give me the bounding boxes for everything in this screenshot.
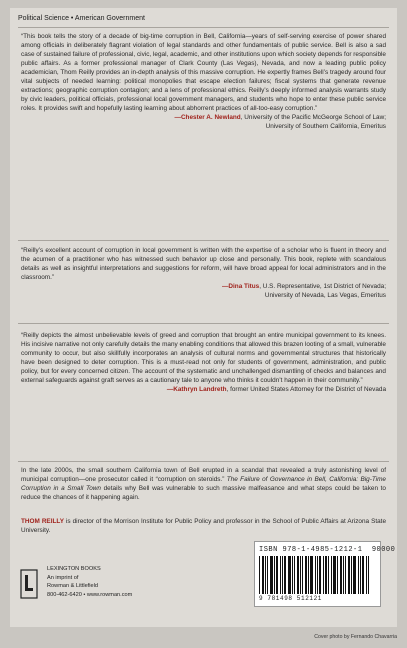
endorsement-titus: [21, 246, 386, 300]
barcode-bar: [340, 556, 342, 594]
endorser-name: —Dina Titus: [222, 283, 260, 290]
barcode-bar: [297, 556, 299, 594]
barcode-bar: [331, 556, 332, 594]
barcode-bar: [317, 556, 318, 594]
divider: [18, 27, 389, 28]
barcode-bar: [270, 556, 273, 594]
barcode-bar: [302, 556, 303, 594]
publisher-contact: 800-462-6420 • www.rowman.com: [47, 591, 133, 598]
barcode-bar: [337, 556, 338, 594]
photo-credit: Cover photo by Fernando Chavarria: [314, 634, 397, 640]
endorsement-text: “Reilly depicts the almost unbelievable levels of greed and corruption that brought an entire municipal government to its knees. His incisive narrative not only carefully details the many enabling conditions that allowed this brazen looting of a small, vulnerable community to occur, but also skillfully incorporates an analysis of cultural norms and governmental structures that historically have been designed to deter corruption. This is a must-read not only for students of government, administration, and public policy, but for every concerned citizen. The account of the systematic and unchallenged dismantling of checks and balances and external safeguards against graft serves as a cautionary tale to anyone who thinks it couldn’t happen in their community.”: [21, 332, 386, 384]
endorsement-attribution: [21, 282, 386, 300]
barcode-bar: [310, 556, 313, 594]
barcode-bar: [280, 556, 281, 594]
divider: [18, 323, 389, 324]
barcode-bar: [360, 556, 361, 594]
book-description: In the late 2000s, the small southern California town of Bell erupted in a scandal that revealed a truly astonishing level of municipal corruption—one prosecutor called it “corruption on steroids.” The Failure of Governance in Bell, California: Big-Time Corruption in a Small Town details why Bell was vulnerable to such massive malfeasance and what steps could be taken to reduce the chances of it happening again.: [21, 467, 386, 501]
isbn-text: ISBN 978-1-4985-1212-1 90000: [259, 546, 396, 554]
barcode-bar: [274, 556, 275, 594]
endorsement-text: “This book tells the story of a decade of big-time corruption in Bell, California—years of self-serving exercise of power shared among officials in deliberately flagrant violation of legal standards and other fundamentals of public service. Bell is also a sad case of sustained failure of professional, civic, legal, academic, and other institutions upon which society depends for responsible public affairs. As a former professional manager of Clark County (Las Vegas), Nevada, and now a leading public policy academician, Thom Reilly provides an in-depth analysis of this massive corruption. He expertly frames Bell’s tragedy around four vital subjects of needed learning: political monopolies that escape election failures; fiscal systems that generate revenue extractions; geographic corruption contagion; and a lens of professional ethics. Reilly’s deeply informed analysis warrants study by civic leaders, political officials, professional local government managers, and students who hope to enter these public service roles. It provides swift and hopefully lasting learning about abhorrent practices of all-too-easy corruption.”: [21, 33, 386, 112]
barcode-bars: [259, 556, 375, 594]
barcode-bar: [323, 556, 324, 594]
barcode-bar: [284, 556, 286, 594]
isbn-barcode: [254, 541, 396, 607]
barcode-bar: [362, 556, 364, 594]
author-bio: THOM REILLY is director of the Morrison Institute for Public Policy and professor in the School of Public Affairs at Arizona State University.: [21, 518, 386, 534]
endorser-affiliation: , University of the Pacific McGeorge School of Law;: [240, 114, 386, 121]
barcode-bar: [343, 556, 344, 594]
barcode-bar: [319, 556, 321, 594]
endorsement-attribution: [21, 113, 386, 131]
barcode-bar: [345, 556, 346, 594]
barcode-bar: [276, 556, 278, 594]
endorser-affiliation: , U.S. Representative, 1st District of Nevada;: [259, 283, 386, 290]
divider: [18, 240, 389, 241]
barcode-bar: [265, 556, 266, 594]
barcode-bar: [348, 556, 350, 594]
barcode-bar: [328, 556, 329, 594]
divider: [18, 461, 389, 462]
barcode-bar: [308, 556, 309, 594]
category-label: Political Science • American Government: [18, 15, 145, 22]
barcode-bar: [366, 556, 367, 594]
barcode-bar: [262, 556, 264, 594]
endorser-affiliation-2: University of Nevada, Las Vegas, Emeritus: [264, 292, 386, 299]
barcode-bar: [288, 556, 291, 594]
barcode-bar: [259, 556, 260, 594]
barcode-bar: [294, 556, 295, 594]
publisher-logo-icon: [20, 569, 38, 599]
barcode-bar: [353, 556, 356, 594]
barcode-bar: [300, 556, 301, 594]
author-name: THOM REILLY: [21, 518, 64, 525]
endorsement-newland: [21, 32, 386, 131]
barcode-digits: 9 781498 512121: [259, 595, 323, 602]
barcode-bar: [292, 556, 293, 594]
endorsement-attribution: [21, 385, 386, 394]
publisher-info: LEXINGTON BOOKS An imprint of Rowman & Littlefield 800-462-6420 • www.rowman.com: [47, 566, 133, 598]
endorsement-text: “Reilly’s excellent account of corruption in local government is written with the expertise of a scholar who is fluent in theory and the acumen of a practitioner who has witnessed such behavior up close and personally. This book, replete with scandalous details as well as insightful interpretations and suggestions for reform, will have broad appeal for local administrators and in the classroom.”: [21, 247, 386, 281]
cover-panel: [10, 8, 397, 627]
price-code: 90000: [371, 546, 396, 554]
book-title: The Failure of Governance in Bell, California: Big-Time Corruption in a Small Town: [21, 476, 386, 492]
barcode-bar: [267, 556, 268, 594]
endorser-affiliation: , former United States Attorney for the District of Nevada: [226, 386, 386, 393]
barcode-bar: [333, 556, 336, 594]
endorser-affiliation-2: University of Southern California, Emeritus: [265, 123, 386, 130]
barcode-bar: [351, 556, 352, 594]
barcode-bar: [368, 556, 369, 594]
barcode-bar: [305, 556, 307, 594]
endorsement-landreth: [21, 331, 386, 394]
barcode-bar: [282, 556, 283, 594]
endorser-name: —Kathryn Landreth: [166, 386, 227, 393]
barcode-bar: [358, 556, 359, 594]
barcode-bar: [325, 556, 327, 594]
barcode-bar: [315, 556, 316, 594]
publisher-name: LEXINGTON BOOKS: [47, 566, 101, 572]
endorser-name: —Chester A. Newland: [174, 114, 241, 121]
